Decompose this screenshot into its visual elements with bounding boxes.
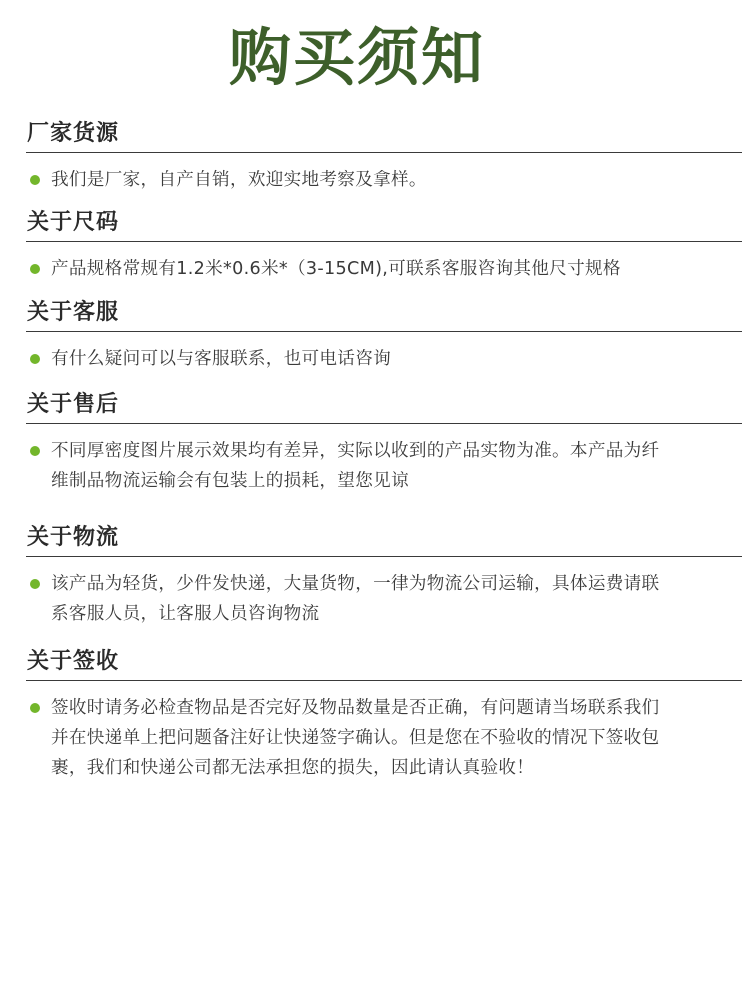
section-after-sales: [26, 389, 742, 496]
list-item: [26, 569, 742, 629]
page-title: 购买须知: [228, 21, 485, 94]
item-text-line: 维制品物流运输会有包装上的损耗，望您见谅: [51, 471, 409, 491]
section-heading: 关于售后: [27, 392, 120, 417]
bullet-dot-icon: [30, 703, 40, 713]
list-item: [26, 254, 742, 284]
section-size: [26, 207, 742, 284]
list-item: [26, 693, 742, 783]
section-divider: [26, 423, 742, 424]
item-text-line: 裹，我们和快递公司都无法承担您的损失，因此请认真验收！: [51, 758, 535, 778]
section-heading: 关于物流: [27, 525, 120, 550]
item-text-line: 并在快递单上把问题备注好让快递签字确认。但是您在不验收的情况下签收包: [51, 728, 660, 748]
section-heading: 关于尺码: [27, 210, 120, 235]
item-text-line: 有什么疑问可以与客服联系，也可电话咨询: [51, 349, 391, 369]
section-logistics: [26, 522, 742, 629]
item-text-line: 不同厚密度图片展示效果均有差异，实际以收到的产品实物为准。本产品为纤: [51, 441, 660, 461]
section-factory-source: [26, 118, 742, 195]
section-customer-service: [26, 297, 742, 374]
section-heading: 关于签收: [27, 649, 120, 674]
section-divider: [26, 241, 742, 242]
bullet-dot-icon: [30, 175, 40, 185]
bullet-dot-icon: [30, 264, 40, 274]
bullet-dot-icon: [30, 446, 40, 456]
section-divider: [26, 556, 742, 557]
section-divider: [26, 331, 742, 332]
list-item: [26, 344, 742, 374]
section-divider: [26, 152, 742, 153]
section-receipt: [26, 646, 742, 783]
list-item: [26, 436, 742, 496]
item-text-line: 签收时请务必检查物品是否完好及物品数量是否正确，有问题请当场联系我们: [51, 698, 660, 718]
section-heading: 关于客服: [27, 300, 120, 325]
section-heading: 厂家货源: [27, 121, 120, 146]
list-item: [26, 165, 742, 195]
item-text-line: 我们是厂家，自产自销，欢迎实地考察及拿样。: [51, 170, 427, 190]
section-divider: [26, 680, 742, 681]
bullet-dot-icon: [30, 579, 40, 589]
item-text-line: 产品规格常规有1.2米*0.6米*（3-15CM),可联系客服咨询其他尺寸规格: [51, 259, 621, 279]
item-text-line: 系客服人员，让客服人员咨询物流: [51, 604, 320, 624]
bullet-dot-icon: [30, 354, 40, 364]
item-text-line: 该产品为轻货，少件发快递，大量货物，一律为物流公司运输，具体运费请联: [51, 574, 660, 594]
